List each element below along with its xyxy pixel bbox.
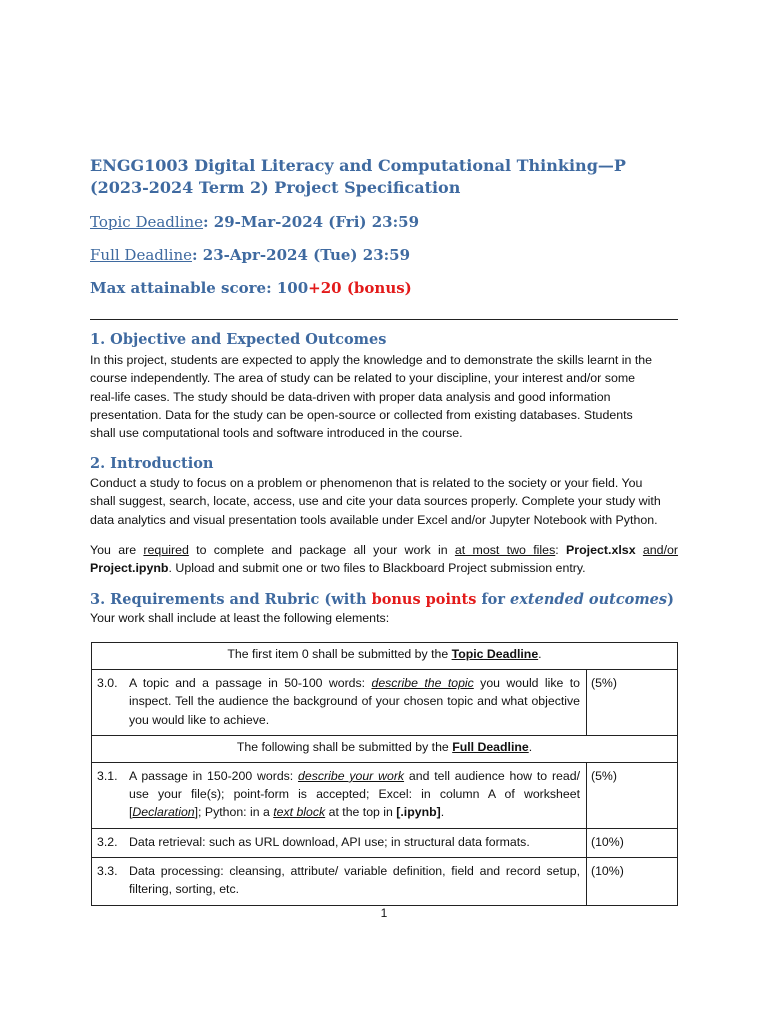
- section-2-heading: 2. Introduction: [90, 455, 214, 472]
- section-1-line: presentation. Data for the study can be open-source or collected from existing databases. Students: [90, 407, 633, 422]
- section-1-heading: 1. Objective and Expected Outcomes: [90, 331, 387, 348]
- table-header-full: [92, 735, 678, 762]
- row-number: 3.2.: [92, 828, 128, 857]
- desc-text: and tell audience how to read/ use your file(s); point-form is accepted; Excel: in column A of worksheet [: [129, 768, 580, 820]
- row-description: Data processing: cleansing, attribute/ variable definition, field and record setup, filtering, sorting, etc.: [127, 858, 587, 906]
- table-row: [92, 858, 678, 906]
- row-score: (10%): [587, 828, 678, 857]
- page-number: 1: [380, 906, 388, 920]
- full-deadline-label: Full Deadline: [90, 246, 193, 264]
- max-score-bonus: +20 (bonus): [308, 279, 412, 297]
- desc-text: at the top in: [325, 805, 397, 820]
- desc-emphasis: Declaration: [132, 805, 195, 820]
- desc-emphasis: text block: [273, 805, 326, 820]
- section-2-files-paragraph: [90, 541, 678, 578]
- topic-deadline: [90, 213, 419, 231]
- desc-bold: [.ipynb]: [396, 805, 441, 820]
- section-2-line: data analytics and visual presentation tools available under Excel and/or Jupyter Notebook with Python.: [90, 512, 658, 527]
- files-limit: at most two files: [454, 543, 556, 557]
- desc-text: A passage in 150-200 words:: [129, 768, 299, 783]
- table-row-header-topic: [92, 643, 678, 670]
- title-line-2: (2023-2024 Term 2) Project Specification: [90, 178, 461, 197]
- topic-deadline-value: : 29-Mar-2024 (Fri) 23:59: [203, 213, 420, 231]
- header-text: .: [528, 739, 533, 754]
- header-text: .: [538, 647, 542, 661]
- desc-emphasis: describe the topic: [371, 676, 474, 690]
- desc-emphasis: describe your work: [298, 768, 405, 783]
- files-text: [636, 543, 643, 557]
- files-and-or: and/or: [642, 543, 679, 557]
- section-3-heading-text: for: [476, 591, 511, 608]
- desc-text: A topic and a passage in 50-100 words:: [129, 676, 372, 690]
- full-deadline-value: : 23-Apr-2024 (Tue) 23:59: [192, 246, 411, 264]
- section-2-line: Conduct a study to focus on a problem or phenomenon that is related to the society or your field. You: [90, 476, 643, 490]
- section-3-heading-text: ): [667, 591, 674, 608]
- max-score-label: Max attainable score: 100: [90, 279, 309, 297]
- files-text: to complete and package all your work in: [188, 543, 455, 557]
- full-deadline: [90, 246, 410, 264]
- rubric-table: [91, 642, 678, 906]
- header-divider: [90, 319, 678, 320]
- files-required: required: [143, 543, 189, 557]
- table-row-header-full: [92, 735, 678, 762]
- section-3-heading: [90, 591, 674, 608]
- row-description: [127, 670, 587, 736]
- row-number: 3.3.: [92, 858, 128, 906]
- full-deadline-ref: Full Deadline: [452, 739, 529, 754]
- row-number: 3.1.: [92, 762, 128, 828]
- document-title: [90, 155, 626, 199]
- section-3-extended-outcomes: extended outcomes: [510, 591, 668, 608]
- section-3-intro: Your work shall include at least the following elements:: [90, 611, 390, 625]
- desc-text: .: [440, 805, 445, 820]
- section-1-paragraph: [90, 351, 678, 442]
- section-3-bonus-points: bonus points: [371, 591, 477, 608]
- topic-deadline-ref: Topic Deadline: [451, 647, 539, 661]
- files-text: . Upload and submit one or two files to Blackboard Project submission entry.: [168, 561, 586, 576]
- title-line-1: ENGG1003 Digital Literacy and Computational Thinking—P: [90, 156, 626, 175]
- section-2-paragraph: [90, 474, 678, 529]
- table-header-topic: [92, 643, 678, 670]
- section-1-line: course independently. The area of study can be related to your discipline, your interest and/or some: [90, 371, 636, 386]
- section-1-line: In this project, students are expected to apply the knowledge and to demonstrate the skills learnt in the: [90, 353, 653, 367]
- section-2-line: shall suggest, search, locate, access, use and cite your data sources properly. Complete your study with: [90, 494, 661, 509]
- row-score: (10%): [587, 858, 678, 906]
- table-row: [92, 828, 678, 857]
- row-score: (5%): [587, 762, 678, 828]
- header-text: The first item 0 shall be submitted by the: [227, 647, 452, 661]
- files-text: :: [555, 543, 567, 557]
- topic-deadline-label: Topic Deadline: [90, 213, 204, 231]
- row-description: Data retrieval: such as URL download, API use; in structural data formats.: [127, 828, 587, 857]
- row-description: [127, 762, 587, 828]
- table-row: [92, 762, 678, 828]
- file-name-ipynb: Project.ipynb: [90, 561, 169, 576]
- row-number: 3.0.: [92, 670, 128, 736]
- desc-text: you would like to inspect. Tell the audience the background of your chosen topic and what objective you would like to achieve.: [129, 676, 580, 727]
- table-row: [92, 670, 678, 736]
- files-text: You are: [90, 543, 144, 557]
- section-1-line: real-life cases. The study should be data-driven with proper data analysis and good information: [90, 389, 611, 404]
- section-1-line: shall use computational tools and software introduced in the course.: [90, 426, 463, 441]
- file-name-xlsx: Project.xlsx: [566, 543, 636, 557]
- header-text: The following shall be submitted by the: [236, 739, 453, 754]
- desc-text: ]; Python: in a: [194, 805, 274, 820]
- section-3-heading-text: 3. Requirements and Rubric (with: [90, 591, 372, 608]
- max-score: [90, 279, 412, 297]
- row-score: (5%): [587, 670, 678, 736]
